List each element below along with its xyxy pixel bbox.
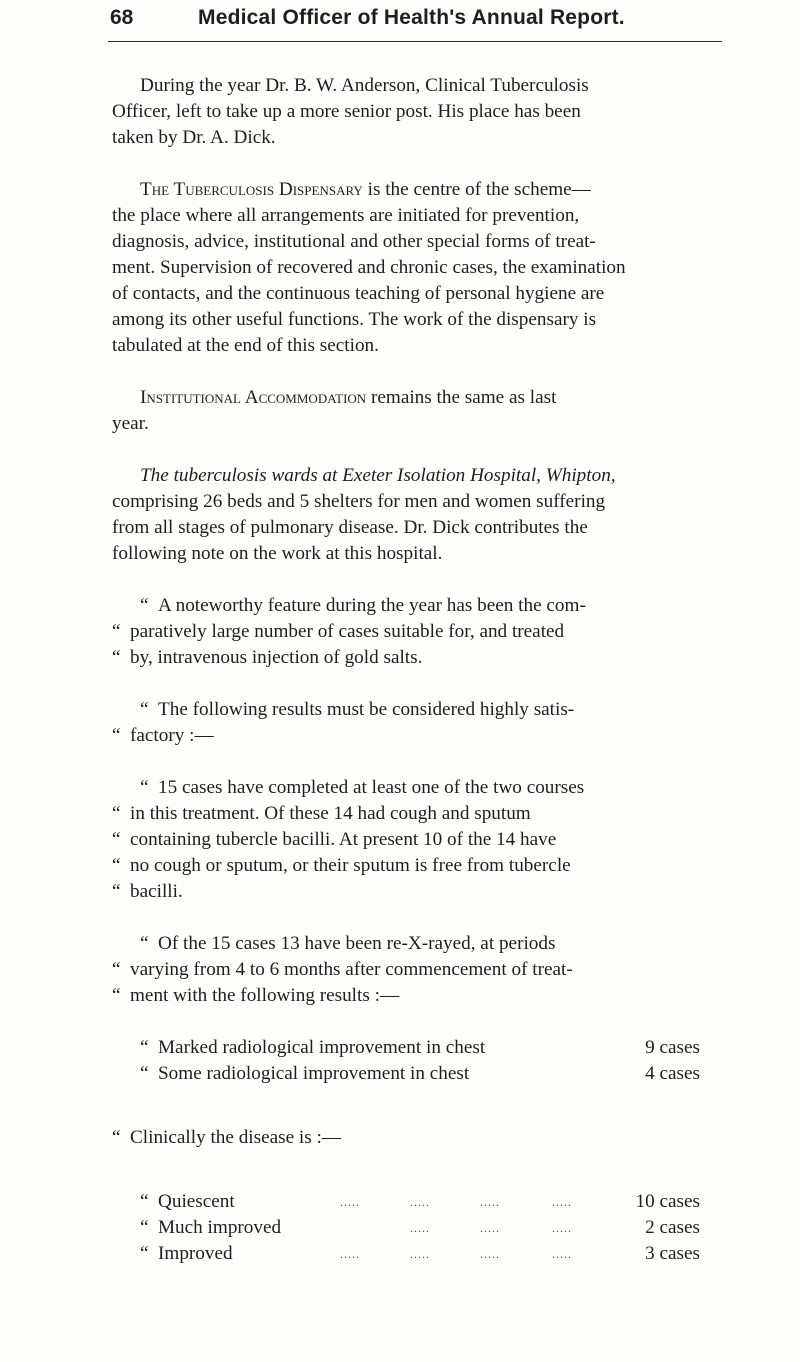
- text-span: Marked radiological improvement in chest: [158, 1037, 486, 1058]
- clinical-intro: [112, 1125, 341, 1151]
- quote-line: [140, 593, 586, 619]
- result-value: 9 cases: [645, 1037, 700, 1058]
- quote-mark: “: [140, 1217, 149, 1238]
- quote-mark: “: [140, 699, 149, 720]
- quote-mark: “: [140, 933, 149, 954]
- quote-mark: “: [112, 1127, 121, 1148]
- text-line: [140, 177, 591, 203]
- text-line: year.: [112, 413, 149, 434]
- result-value: 10 cases: [635, 1191, 700, 1212]
- result-label: [140, 1035, 485, 1061]
- result-row: [140, 1061, 700, 1087]
- header-rule: [108, 41, 722, 42]
- leader-dots: .....: [340, 1247, 360, 1261]
- quote-line: [112, 957, 573, 983]
- text-line: taken by Dr. A. Dick.: [112, 127, 276, 148]
- quote-line: [112, 983, 399, 1009]
- text-line: from all stages of pulmonary disease. Dr. Dick contributes the: [112, 517, 588, 538]
- quote-mark: “: [112, 881, 121, 902]
- leader-dots: .....: [552, 1195, 572, 1209]
- text-span: Improved: [158, 1243, 233, 1264]
- text-span: in this treatment. Of these 14 had cough and sputum: [130, 803, 531, 824]
- quote-mark: “: [112, 803, 121, 824]
- quote-mark: “: [140, 1243, 149, 1264]
- text-span: The following results must be considered highly satis-: [158, 699, 575, 720]
- result-row: [140, 1189, 700, 1215]
- text-line: The tuberculosis wards at Exeter Isolation Hospital, Whipton,: [140, 465, 616, 486]
- text-span: by, intravenous injection of gold salts.: [130, 647, 423, 668]
- quote-line: [112, 801, 531, 827]
- section-lead-dispensary: The Tuberculosis Dispensary: [140, 179, 363, 200]
- quote-line: [112, 879, 183, 905]
- text-span: Clinically the disease is :—: [130, 1127, 342, 1148]
- text-line: diagnosis, advice, institutional and other special forms of treat-: [112, 231, 596, 252]
- result-label: [140, 1241, 233, 1267]
- quote-line: [112, 827, 556, 853]
- text-line: tabulated at the end of this section.: [112, 335, 379, 356]
- quote-line: [112, 723, 214, 749]
- text-span: varying from 4 to 6 months after commencement of treat-: [130, 959, 573, 980]
- leader-dots: .....: [480, 1221, 500, 1235]
- text-span: remains the same as last: [366, 387, 557, 408]
- text-span: ment with the following results :—: [130, 985, 400, 1006]
- text-span: Quiescent: [158, 1191, 235, 1212]
- quote-mark: “: [112, 829, 121, 850]
- leader-dots: .....: [410, 1195, 430, 1209]
- quote-mark: “: [140, 1191, 149, 1212]
- section-lead-accommodation: Institutional Accommodation: [140, 387, 367, 408]
- text-span: A noteworthy feature during the year has been the com-: [158, 595, 586, 616]
- text-line: During the year Dr. B. W. Anderson, Clinical Tuberculosis: [140, 75, 589, 96]
- running-title: Medical Officer of Health's Annual Report.: [198, 6, 625, 29]
- text-span: bacilli.: [130, 881, 183, 902]
- quote-mark: “: [140, 595, 149, 616]
- quote-mark: “: [140, 1063, 149, 1084]
- page-number: 68: [110, 6, 134, 29]
- quote-line: [140, 931, 555, 957]
- result-row: [140, 1215, 700, 1241]
- quote-mark: “: [140, 777, 149, 798]
- quote-line: [112, 853, 571, 879]
- text-span: factory :—: [130, 725, 214, 746]
- quote-line: [140, 775, 584, 801]
- text-line: comprising 26 beds and 5 shelters for men and women suffering: [112, 491, 606, 512]
- leader-dots: .....: [410, 1247, 430, 1261]
- text-line: [140, 385, 556, 411]
- text-span: is the centre of the scheme—: [362, 179, 591, 200]
- result-label: [140, 1061, 469, 1087]
- quote-line: [112, 645, 422, 671]
- result-label: [140, 1215, 281, 1241]
- result-value: 4 cases: [645, 1063, 700, 1084]
- text-line: following note on the work at this hospital.: [112, 543, 443, 564]
- text-line: Officer, left to take up a more senior post. His place has been: [112, 101, 581, 122]
- text-line: ment. Supervision of recovered and chronic cases, the examination: [112, 257, 626, 278]
- quote-mark: “: [112, 621, 121, 642]
- text-span: 15 cases have completed at least one of the two courses: [158, 777, 585, 798]
- result-value: 2 cases: [645, 1217, 700, 1238]
- leader-dots: .....: [552, 1221, 572, 1235]
- leader-dots: .....: [340, 1195, 360, 1209]
- quote-mark: “: [140, 1037, 149, 1058]
- text-span: containing tubercle bacilli. At present 10 of the 14 have: [130, 829, 557, 850]
- leader-dots: .....: [480, 1195, 500, 1209]
- text-span: paratively large number of cases suitable for, and treated: [130, 621, 565, 642]
- text-line: among its other useful functions. The work of the dispensary is: [112, 309, 597, 330]
- quote-mark: “: [112, 855, 121, 876]
- result-value: 3 cases: [645, 1243, 700, 1264]
- leader-dots: .....: [410, 1221, 430, 1235]
- result-row: [140, 1241, 700, 1267]
- quote-mark: “: [112, 647, 121, 668]
- quote-mark: “: [112, 959, 121, 980]
- text-span: no cough or sputum, or their sputum is free from tubercle: [130, 855, 571, 876]
- text-line: the place where all arrangements are initiated for prevention,: [112, 205, 580, 226]
- text-span: Much improved: [158, 1217, 282, 1238]
- text-span: Some radiological improvement in chest: [158, 1063, 470, 1084]
- quote-line: [112, 619, 564, 645]
- result-row: [140, 1035, 700, 1061]
- page-header: [110, 6, 720, 44]
- quote-mark: “: [112, 725, 121, 746]
- leader-dots: .....: [552, 1247, 572, 1261]
- leader-dots: .....: [480, 1247, 500, 1261]
- quote-line: [140, 697, 574, 723]
- result-label: [140, 1189, 235, 1215]
- text-line: of contacts, and the continuous teaching of personal hygiene are: [112, 283, 605, 304]
- quote-mark: “: [112, 985, 121, 1006]
- text-span: Of the 15 cases 13 have been re-X-rayed, at periods: [158, 933, 556, 954]
